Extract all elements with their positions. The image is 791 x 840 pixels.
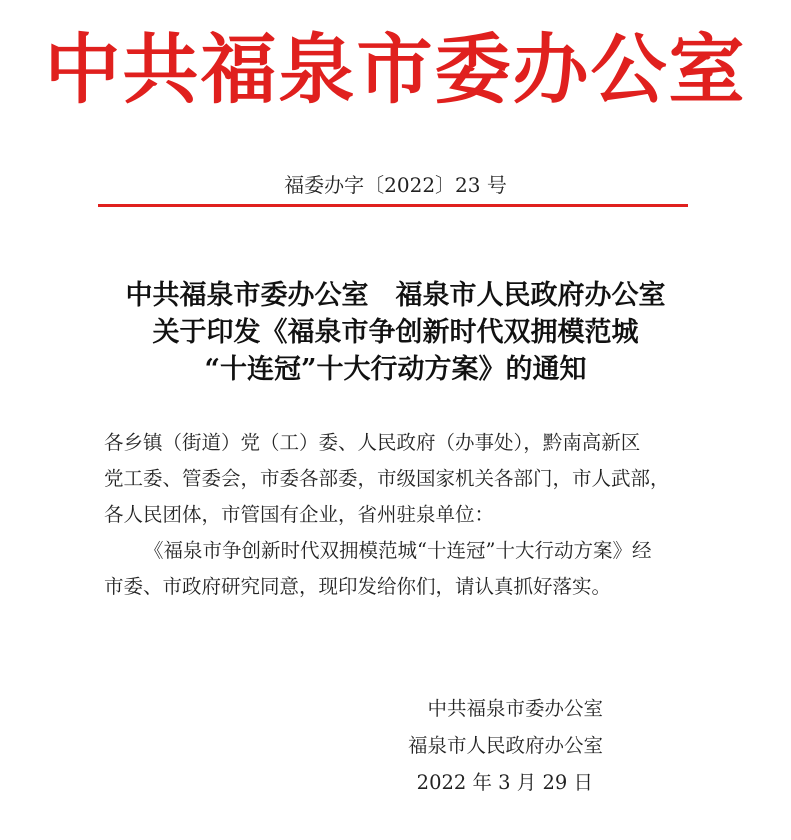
document-number: 福委办字〔2022〕23 号 <box>284 173 507 197</box>
title-line-3: “十连冠”十大行动方案》的通知 <box>204 354 587 385</box>
content-line-2: 市委、市政府研究同意，现印发给你们，请认真抓好落实。 <box>104 575 612 598</box>
signature-block <box>0 690 603 801</box>
title-line-1: 中共福泉市委办公室 福泉市人民政府办公室 <box>125 280 666 311</box>
addressee-line-3: 各人民团体，市管国有企业，省州驻泉单位： <box>104 503 495 526</box>
notice-title <box>0 277 791 388</box>
masthead-title: 中共福泉市委办公室 <box>44 25 747 114</box>
addressee-line-1: 各乡镇（街道）党（工）委、人民政府（办事处），黔南高新区 <box>104 431 641 454</box>
content-line-1: 《福泉市争创新时代双拥模范城“十连冠”十大行动方案》经 <box>144 539 652 562</box>
title-line-2: 关于印发《福泉市争创新时代双拥模范城 <box>152 317 639 348</box>
notice-body <box>104 425 704 605</box>
issuer-1: 中共福泉市委办公室 <box>427 697 603 720</box>
red-rule-divider <box>98 204 688 207</box>
issuer-2: 福泉市人民政府办公室 <box>407 734 603 757</box>
addressee-line-2: 党工委、管委会，市委各部委，市级国家机关各部门，市人武部， <box>104 467 670 490</box>
issue-date: 2022 年 3 月 29 日 <box>416 771 593 794</box>
